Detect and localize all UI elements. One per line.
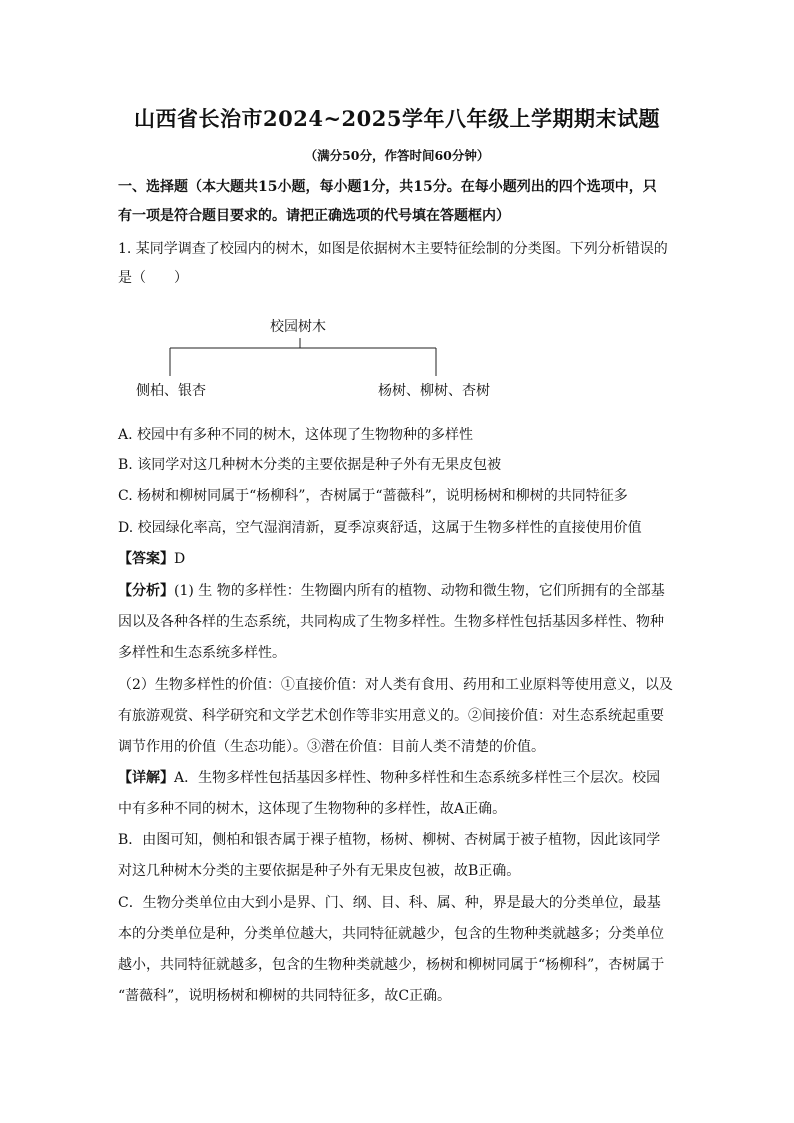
detail-text: A．生物多样性包括基因多样性、物种多样性和生态系统多样性三个层次。校园 bbox=[174, 770, 661, 786]
answer-label: 【答案】 bbox=[118, 551, 174, 567]
detail-line-4: 对这几种树木分类的主要依据是种子外有无果皮包被，故B正确。 bbox=[118, 863, 521, 879]
detail-line-1 bbox=[118, 768, 678, 788]
exam-info: （满分50分，作答时间60分钟） bbox=[304, 148, 490, 163]
section-heading-line-1: 一、选择题（本大题共15小题，每小题1分，共15分。在每小题列出的四个选项中，只 bbox=[118, 179, 657, 195]
answer-value: D bbox=[174, 551, 186, 567]
detail-line-7: 越小，共同特征就越多，包含的生物种类就越少，杨树和柳树同属于“杨柳科”，杏树属于 bbox=[118, 957, 665, 973]
option-c: C. 杨树和柳树同属于“杨柳科”，杏树属于“蔷薇科”，说明杨树和柳树的共同特征多 bbox=[118, 488, 628, 504]
analysis-line-6: 调节作用的价值（生态功能）。③潜在价值：目前人类不清楚的价值。 bbox=[118, 739, 545, 755]
section-heading-line-2: 有一项是符合题目要求的。请把正确选项的代号填在答题框内） bbox=[118, 208, 510, 224]
analysis-line-3: 多样性和生态系统多样性。 bbox=[118, 645, 286, 661]
analysis-line-1 bbox=[118, 581, 678, 601]
question-stem-line-1: 1. 某同学调查了校园内的树木，如图是依据树木主要特征绘制的分类图。下列分析错误的 bbox=[118, 241, 668, 257]
analysis-line-4: （2）生物多样性的价值：①直接价值：对人类有食用、药用和工业原料等使用意义，以及 bbox=[118, 677, 673, 693]
detail-label: 【详解】 bbox=[118, 770, 174, 786]
analysis-line-5: 有旅游观赏、科学研究和文学艺术创作等非实用意义的。②间接价值：对生态系统起重要 bbox=[118, 708, 664, 724]
classification-diagram bbox=[130, 310, 530, 410]
analysis-label: 【分析】 bbox=[118, 583, 174, 599]
analysis-text: (1) 生 物的多样性：生物圈内所有的植物、动物和微生物，它们所拥有的全部基 bbox=[174, 583, 665, 599]
analysis-line-2: 因以及各种各样的生态系统，共同构成了生物多样性。生物多样性包括基因多样性、物种 bbox=[118, 614, 664, 630]
diagram-left-label: 侧柏、银杏 bbox=[136, 383, 206, 399]
answer-line bbox=[118, 549, 678, 569]
detail-line-5: C．生物分类单位由大到小是界、门、纲、目、科、属、种，界是最大的分类单位，最基 bbox=[118, 895, 661, 911]
detail-line-8: “蔷薇科”，说明杨树和柳树的共同特征多，故C正确。 bbox=[118, 988, 452, 1004]
detail-line-3: B．由图可知，侧柏和银杏属于裸子植物，杨树、柳树、杏树属于被子植物，因此该同学 bbox=[118, 832, 661, 848]
detail-line-6: 本的分类单位是种，分类单位越大，共同特征就越少，包含的生物种类就越多；分类单位 bbox=[118, 926, 664, 942]
detail-line-2: 中有多种不同的树木，这体现了生物物种的多样性，故A正确。 bbox=[118, 801, 507, 817]
question-stem-line-2: 是（ ） bbox=[118, 270, 188, 286]
option-a: A. 校园中有多种不同的树木，这体现了生物物种的多样性 bbox=[118, 427, 474, 443]
option-b: B. 该同学对这几种树木分类的主要依据是种子外有无果皮包被 bbox=[118, 457, 502, 473]
diagram-root-label: 校园树木 bbox=[270, 319, 326, 335]
option-d: D. 校园绿化率高，空气湿润清新，夏季凉爽舒适，这属于生物多样性的直接使用价值 bbox=[118, 520, 642, 536]
diagram-right-label: 杨树、柳树、杏树 bbox=[378, 383, 490, 399]
page-title: 山西省长治市2024~2025学年八年级上学期期末试题 bbox=[134, 106, 660, 131]
